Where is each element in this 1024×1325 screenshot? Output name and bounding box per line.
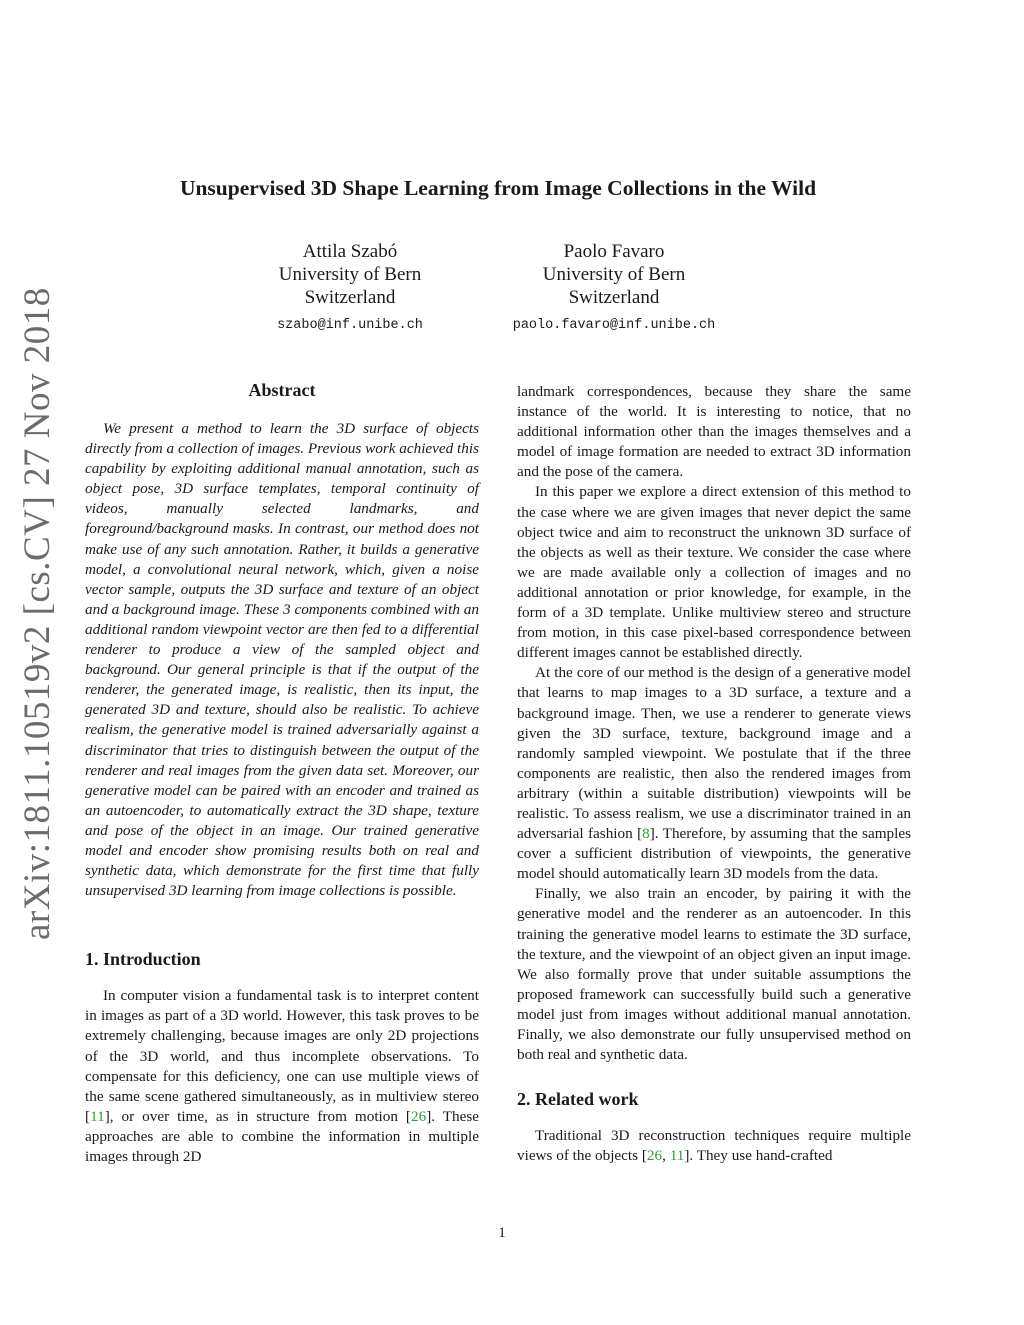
- abstract-text: We present a method to learn the 3D surface of objects directly from a collection of images. Previous work achieved this capability by exploiting additional manual annotation, such as object pose, 3D surface templates, temporal continuity of videos, manually selected landmarks, and foreground/background masks. In contrast, our method does not make use of any such annotation. Rather, it builds a generative model, a convolutional neural network, which, given a noise vector sample, outputs the 3D surface and texture of an object and a background image. These 3 components combined with an additional random viewpoint vector are then fed to a differential renderer to produce a view of the sampled object and background. Our general principle is that if the output of the renderer, the generated image, is realistic, then its input, the generated 3D and texture, should also be realistic. To achieve realism, the generative model is trained adversarially against a discriminator that tries to distinguish between the output of the renderer and real images from the given data set. Moreover, our generative model can be paired with an encoder and trained as an autoencoder, to automatically extract the 3D shape, texture and pose of the object in an image. Our trained generative model and encoder show promising results both on real and synthetic data, which demonstrate for the first time that fully unsupervised 3D learning from image collections is possible.: [85, 420, 479, 900]
- intro-paragraph-1: [85, 986, 479, 1167]
- intro-paragraph-3: [517, 663, 911, 884]
- page-number: 1: [498, 1225, 506, 1241]
- author-country: Switzerland: [568, 287, 660, 308]
- author-block-2: [484, 240, 744, 335]
- citation-link[interactable]: 11: [669, 1147, 685, 1165]
- citation-link[interactable]: 26: [646, 1147, 663, 1165]
- left-column: [85, 378, 479, 1167]
- right-column: [517, 382, 911, 1166]
- abstract-heading: Abstract: [248, 380, 316, 400]
- citation-link[interactable]: 8: [642, 825, 650, 843]
- author-email: paolo.favaro@inf.unibe.ch: [512, 318, 716, 333]
- author-affiliation: University of Bern: [542, 264, 686, 285]
- paragraph-text: ]. Therefore, by assuming that the samples cover a sufficient distribution of viewpoints, the generative model should automatically learn 3D models from the data.: [517, 825, 911, 883]
- paragraph-text: Traditional 3D reconstruction techniques require multiple views of the objects [: [517, 1127, 911, 1165]
- section-heading-introduction: 1. Introduction: [85, 949, 201, 970]
- author-country: Switzerland: [304, 287, 396, 308]
- paragraph-text: ], or over time, as in structure from motion [: [104, 1107, 411, 1125]
- author-affiliation: University of Bern: [278, 264, 422, 285]
- paragraph-text: In computer vision a fundamental task is to interpret content in images as part of a 3D world. However, this task proves to be extremely challenging, because images are only 2D projections of the 3D world, and thus incomplete observations. To compensate for this deficiency, one can use multiple views of the same scene gathered simultaneously, as in multiview stereo [: [85, 987, 479, 1125]
- section-heading-related-work: 2. Related work: [517, 1089, 639, 1110]
- citation-link[interactable]: 26: [411, 1107, 427, 1125]
- paragraph-text: ]. They use hand-crafted: [684, 1147, 833, 1165]
- related-paragraph-1: [517, 1126, 911, 1166]
- citation-link[interactable]: 11: [90, 1107, 105, 1125]
- author-block-1: [220, 240, 480, 335]
- citation-separator: ,: [662, 1147, 670, 1165]
- author-name: Paolo Favaro: [563, 241, 665, 262]
- paragraph-text: ]. These approaches are able to combine the information in multiple images through 2D: [85, 1107, 480, 1165]
- intro-paragraph-2: In this paper we explore a direct extension of this method to the case where we are given images that never depict the same object twice and aim to reconstruct the unknown 3D surface of the objects as well as their texture. We consider the case where we are made available only a collection of images and no additional annotation or prior knowledge, for example, in the form of a 3D template. Unlike multiview stereo and structure from motion, in this case pixel-based correspondence between different images cannot be established directly.: [517, 483, 911, 662]
- author-name: Attila Szabó: [302, 241, 398, 262]
- author-email: szabo@inf.unibe.ch: [277, 318, 423, 333]
- intro-paragraph-4: Finally, we also train an encoder, by pairing it with the generative model and the renderer as an autoencoder. In this training the generative model learns to estimate the 3D surface, the texture, and the viewpoint of an object given an input image. We also formally prove that under suitable assumptions the proposed framework can successfully build such a generative model just from images without additional manual annotation. Finally, we also demonstrate our fully unsupervised method on both real and synthetic data.: [517, 885, 911, 1064]
- paragraph-text: At the core of our method is the design of a generative model that learns to map images to a 3D surface, a texture and a background image. Then, we use a renderer to generate views given the 3D surface, texture, background image and a randomly sampled viewpoint. We postulate that if the three components are realistic, then also the rendered images from arbitrary (within a suitable distribution) viewpoints will be realistic. To assess realism, we use a discriminator trained in an adversarial fashion [: [517, 664, 911, 843]
- arxiv-identifier: arXiv:1811.10519v2 [cs.CV] 27 Nov 2018: [17, 287, 58, 940]
- intro-paragraph-1-continued: landmark correspondences, because they share the same instance of the world. It is interesting to notice, that no additional information other than the images themselves and a model of image formation are needed to extract 3D information and the pose of the camera.: [517, 383, 911, 481]
- paper-title: Unsupervised 3D Shape Learning from Image Collections in the Wild: [179, 176, 817, 200]
